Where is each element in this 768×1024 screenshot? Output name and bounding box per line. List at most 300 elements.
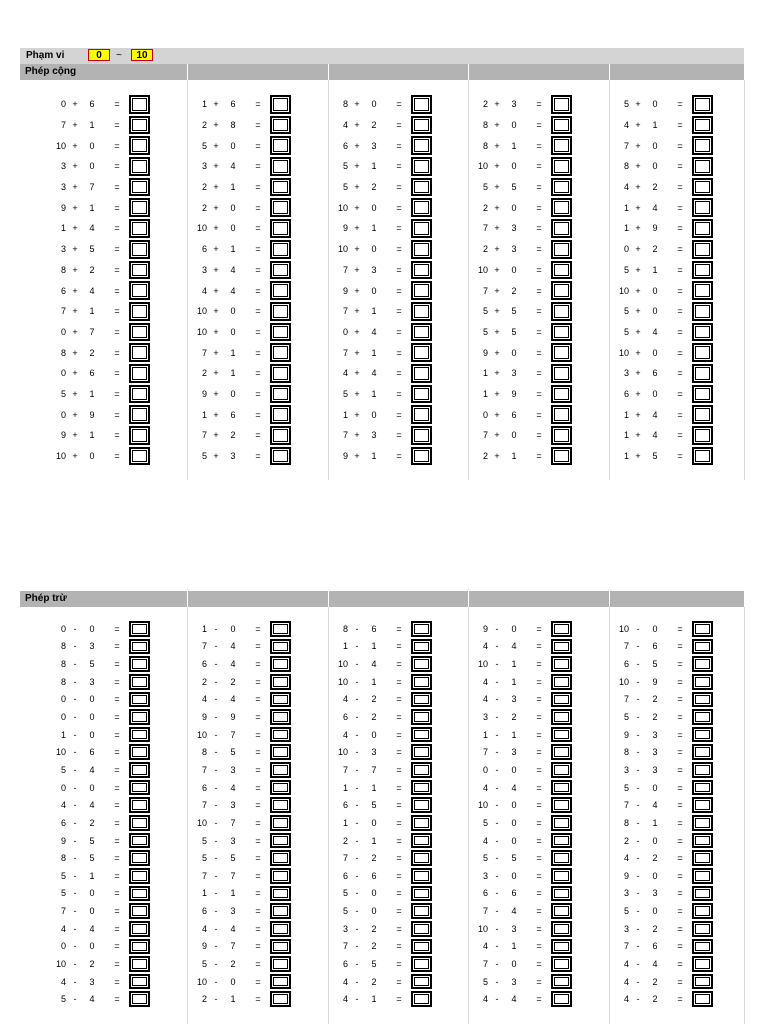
answer-box[interactable] [411,868,432,884]
answer-box[interactable] [692,833,713,849]
answer-box[interactable] [692,323,713,342]
answer-box[interactable] [551,198,572,217]
operand-b: 3 [89,641,95,652]
operator: - [495,800,499,811]
answer-box[interactable] [129,939,150,955]
answer-box[interactable] [411,921,432,937]
problem-row [583,94,723,115]
answer-box[interactable] [692,364,713,383]
answer-box[interactable] [411,426,432,445]
problem-row [20,446,160,467]
answer-box[interactable] [129,956,150,972]
operand-b: 0 [652,870,658,881]
answer-box[interactable] [692,886,713,902]
answer-box[interactable] [692,447,713,466]
answer-box[interactable] [270,281,291,300]
equals-sign: = [255,870,261,881]
operand-b: 0 [511,958,517,969]
operator: - [73,941,77,952]
answer-box[interactable] [411,815,432,831]
operator: - [73,958,77,969]
answer-box[interactable] [551,157,572,176]
answer-box[interactable] [551,219,572,238]
operand-a: 8 [60,641,66,652]
answer-box[interactable] [270,797,291,813]
problem-row [20,156,160,177]
answer-box[interactable] [270,240,291,259]
operator: - [495,729,499,740]
answer-box[interactable] [129,261,150,280]
operand-b: 0 [652,285,658,296]
equals-sign: = [536,140,542,151]
answer-box[interactable] [270,868,291,884]
answer-box[interactable] [551,405,572,424]
answer-box[interactable] [692,261,713,280]
answer-box[interactable] [270,364,291,383]
equals-sign: = [396,994,402,1005]
answer-box[interactable] [270,939,291,955]
answer-box[interactable] [129,136,150,155]
equals-sign: = [536,409,542,420]
answer-box[interactable] [551,178,572,197]
operand-b: 8 [230,120,236,131]
answer-box[interactable] [551,447,572,466]
operator: - [495,906,499,917]
answer-box[interactable] [551,240,572,259]
answer-box[interactable] [411,674,432,690]
answer-box[interactable] [551,621,572,637]
answer-box[interactable] [129,797,150,813]
operand-b: 2 [652,853,658,864]
equals-sign: = [677,958,683,969]
answer-box[interactable] [270,833,291,849]
problem-row [161,655,301,673]
answer-box[interactable] [129,656,150,672]
answer-box[interactable] [692,692,713,708]
answer-box[interactable] [129,815,150,831]
answer-box[interactable] [129,709,150,725]
operand-a: 7 [201,347,207,358]
column-rule [744,607,745,1024]
answer-box[interactable] [411,447,432,466]
answer-box[interactable] [692,116,713,135]
operand-a: 1 [342,817,348,828]
answer-box[interactable] [270,426,291,445]
answer-box[interactable] [270,815,291,831]
answer-box[interactable] [270,780,291,796]
operator: + [213,430,219,441]
answer-box[interactable] [129,198,150,217]
problem-row [302,638,442,656]
answer-box[interactable] [270,886,291,902]
answer-box[interactable] [411,343,432,362]
operator: + [213,182,219,193]
answer-box[interactable] [692,991,713,1007]
operand-b: 2 [511,712,517,723]
answer-box[interactable] [270,261,291,280]
answer-box[interactable] [551,426,572,445]
operand-a: 1 [623,409,629,420]
answer-box[interactable] [129,692,150,708]
problem-row [583,620,723,638]
answer-box[interactable] [692,302,713,321]
answer-box[interactable] [411,850,432,866]
answer-box[interactable] [411,991,432,1007]
answer-box[interactable] [411,281,432,300]
operator: + [494,223,500,234]
answer-box[interactable] [551,921,572,937]
answer-box[interactable] [129,116,150,135]
answer-box[interactable] [551,302,572,321]
equals-sign: = [396,712,402,723]
equals-sign: = [255,368,261,379]
answer-box[interactable] [270,219,291,238]
problem-row [302,902,442,920]
problem-row [20,708,160,726]
operand-a: 8 [60,347,66,358]
operator: + [354,347,360,358]
answer-box[interactable] [270,744,291,760]
answer-box[interactable] [129,323,150,342]
answer-box[interactable] [551,674,572,690]
answer-box[interactable] [692,709,713,725]
answer-box[interactable] [411,709,432,725]
answer-box[interactable] [129,385,150,404]
operand-a: 10 [337,244,348,255]
answer-box[interactable] [411,261,432,280]
answer-box[interactable] [692,157,713,176]
problem-row [20,342,160,363]
answer-box[interactable] [692,727,713,743]
answer-box[interactable] [270,323,291,342]
operator: - [355,853,359,864]
equals-sign: = [536,676,542,687]
answer-box[interactable] [411,178,432,197]
answer-box[interactable] [270,178,291,197]
answer-box[interactable] [129,426,150,445]
answer-box[interactable] [411,956,432,972]
operator: - [495,870,499,881]
answer-box[interactable] [129,744,150,760]
answer-box[interactable] [129,903,150,919]
answer-box[interactable] [692,281,713,300]
problem-row [20,177,160,198]
operand-a: 2 [482,99,488,110]
answer-box[interactable] [129,850,150,866]
answer-box[interactable] [270,621,291,637]
answer-box[interactable] [129,886,150,902]
answer-box[interactable] [129,868,150,884]
answer-box[interactable] [411,939,432,955]
answer-box[interactable] [551,692,572,708]
answer-box[interactable] [692,762,713,778]
operator: + [354,306,360,317]
answer-box[interactable] [692,95,713,114]
answer-box[interactable] [551,815,572,831]
answer-box[interactable] [692,780,713,796]
answer-box[interactable] [692,956,713,972]
operand-a: 3 [482,712,488,723]
answer-box[interactable] [411,95,432,114]
answer-box[interactable] [551,385,572,404]
answer-box[interactable] [411,903,432,919]
answer-box[interactable] [129,302,150,321]
equals-sign: = [396,326,402,337]
answer-box[interactable] [411,886,432,902]
answer-box[interactable] [551,974,572,990]
equals-sign: = [114,712,120,723]
operand-b: 0 [371,202,377,213]
answer-box[interactable] [411,797,432,813]
operand-a: 5 [60,994,66,1005]
answer-box[interactable] [692,385,713,404]
answer-box[interactable] [551,116,572,135]
answer-box[interactable] [270,136,291,155]
problem-column [442,94,582,466]
answer-box[interactable] [551,639,572,655]
answer-box[interactable] [129,157,150,176]
operand-a: 4 [342,694,348,705]
answer-box[interactable] [129,447,150,466]
problem-row [20,655,160,673]
operand-b: 3 [511,747,517,758]
answer-box[interactable] [551,939,572,955]
equals-sign: = [536,223,542,234]
answer-box[interactable] [551,780,572,796]
answer-box[interactable] [129,364,150,383]
operand-b: 5 [511,306,517,317]
answer-box[interactable] [129,727,150,743]
equals-sign: = [396,120,402,131]
answer-box[interactable] [551,323,572,342]
answer-box[interactable] [551,343,572,362]
answer-box[interactable] [411,974,432,990]
answer-box[interactable] [129,674,150,690]
answer-box[interactable] [692,639,713,655]
answer-box[interactable] [270,405,291,424]
answer-box[interactable] [692,744,713,760]
problem-row [302,404,442,425]
operand-b: 3 [511,368,517,379]
operand-a: 5 [342,888,348,899]
answer-box[interactable] [129,178,150,197]
answer-box[interactable] [411,621,432,637]
problem-row [442,94,582,115]
answer-box[interactable] [411,157,432,176]
operator: + [635,347,641,358]
operand-a: 3 [60,244,66,255]
answer-box[interactable] [551,261,572,280]
answer-box[interactable] [129,95,150,114]
answer-box[interactable] [551,656,572,672]
answer-box[interactable] [551,762,572,778]
answer-box[interactable] [270,674,291,690]
operator: + [354,409,360,420]
answer-box[interactable] [129,281,150,300]
answer-box[interactable] [692,815,713,831]
answer-box[interactable] [270,956,291,972]
operand-a: 10 [196,306,207,317]
answer-box[interactable] [411,116,432,135]
answer-box[interactable] [411,639,432,655]
answer-box[interactable] [551,95,572,114]
answer-box[interactable] [692,850,713,866]
answer-box[interactable] [270,343,291,362]
answer-box[interactable] [129,974,150,990]
equals-sign: = [396,140,402,151]
answer-box[interactable] [551,868,572,884]
problem-row [583,990,723,1008]
answer-box[interactable] [129,240,150,259]
answer-box[interactable] [411,656,432,672]
answer-box[interactable] [411,833,432,849]
answer-box[interactable] [551,281,572,300]
answer-box[interactable] [129,621,150,637]
problem-row [442,638,582,656]
equals-sign: = [255,888,261,899]
answer-box[interactable] [692,797,713,813]
answer-box[interactable] [270,95,291,114]
answer-box[interactable] [270,850,291,866]
answer-box[interactable] [411,385,432,404]
answer-box[interactable] [692,674,713,690]
range-from-input[interactable]: 0 [88,49,110,61]
problem-row [161,260,301,281]
equals-sign: = [536,712,542,723]
answer-box[interactable] [270,385,291,404]
equals-sign: = [114,835,120,846]
answer-box[interactable] [411,780,432,796]
problem-row [302,726,442,744]
answer-box[interactable] [411,136,432,155]
answer-box[interactable] [692,974,713,990]
answer-box[interactable] [270,903,291,919]
operator: - [73,906,77,917]
answer-box[interactable] [692,219,713,238]
answer-box[interactable] [692,921,713,937]
answer-box[interactable] [551,833,572,849]
answer-box[interactable] [551,744,572,760]
answer-box[interactable] [692,198,713,217]
answer-box[interactable] [129,921,150,937]
answer-box[interactable] [270,302,291,321]
operand-a: 5 [60,388,66,399]
answer-box[interactable] [129,639,150,655]
answer-box[interactable] [551,797,572,813]
answer-box[interactable] [270,639,291,655]
answer-box[interactable] [270,198,291,217]
equals-sign: = [396,306,402,317]
answer-box[interactable] [270,116,291,135]
operator: + [494,388,500,399]
answer-box[interactable] [411,323,432,342]
answer-box[interactable] [411,405,432,424]
problem-row [161,973,301,991]
answer-box[interactable] [270,157,291,176]
equals-sign: = [536,244,542,255]
answer-box[interactable] [129,219,150,238]
operand-b: 0 [89,451,95,462]
answer-box[interactable] [129,833,150,849]
answer-box[interactable] [692,939,713,955]
answer-box[interactable] [551,956,572,972]
operand-b: 2 [371,694,377,705]
answer-box[interactable] [411,302,432,321]
operand-b: 0 [652,306,658,317]
answer-box[interactable] [692,343,713,362]
operand-b: 7 [89,326,95,337]
answer-box[interactable] [692,178,713,197]
answer-box[interactable] [411,692,432,708]
answer-box[interactable] [129,343,150,362]
answer-box[interactable] [692,903,713,919]
answer-box[interactable] [411,240,432,259]
answer-box[interactable] [129,405,150,424]
equals-sign: = [114,641,120,652]
answer-box[interactable] [692,136,713,155]
equals-sign: = [114,923,120,934]
answer-box[interactable] [692,426,713,445]
answer-box[interactable] [551,727,572,743]
answer-box[interactable] [551,886,572,902]
answer-box[interactable] [411,744,432,760]
operand-a: 4 [60,800,66,811]
answer-box[interactable] [411,364,432,383]
answer-box[interactable] [411,762,432,778]
answer-box[interactable] [129,762,150,778]
answer-box[interactable] [692,240,713,259]
answer-box[interactable] [270,762,291,778]
equals-sign: = [114,182,120,193]
answer-box[interactable] [692,868,713,884]
operator: + [72,326,78,337]
operator: + [72,182,78,193]
answer-box[interactable] [270,727,291,743]
problem-row [583,363,723,384]
answer-box[interactable] [270,974,291,990]
answer-box[interactable] [692,621,713,637]
answer-box[interactable] [129,780,150,796]
range-to-input[interactable]: 10 [131,49,153,61]
answer-box[interactable] [551,850,572,866]
answer-box[interactable] [551,364,572,383]
problem-row [161,177,301,198]
answer-box[interactable] [551,991,572,1007]
answer-box[interactable] [129,991,150,1007]
answer-box[interactable] [270,991,291,1007]
answer-box[interactable] [551,136,572,155]
answer-box[interactable] [270,709,291,725]
answer-box[interactable] [411,198,432,217]
operator: - [73,747,77,758]
answer-box[interactable] [411,727,432,743]
answer-box[interactable] [692,405,713,424]
problem-row [442,115,582,136]
answer-box[interactable] [270,921,291,937]
operand-a: 10 [337,659,348,670]
operand-a: 10 [618,676,629,687]
operand-b: 4 [230,659,236,670]
answer-box[interactable] [692,656,713,672]
equals-sign: = [677,623,683,634]
answer-box[interactable] [411,219,432,238]
answer-box[interactable] [270,447,291,466]
answer-box[interactable] [551,709,572,725]
answer-box[interactable] [551,903,572,919]
answer-box[interactable] [270,692,291,708]
problem-row [302,779,442,797]
answer-box[interactable] [270,656,291,672]
